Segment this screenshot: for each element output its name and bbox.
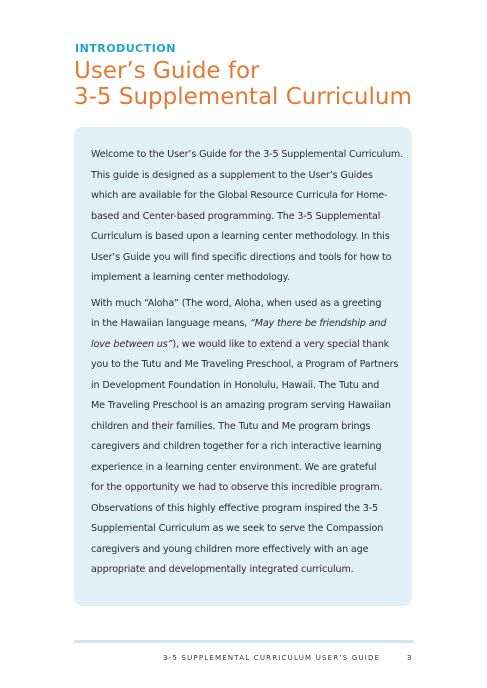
page-title-line-2: 3-5 Supplemental Curriculum: [74, 84, 412, 110]
text-line: Me Traveling Preschool is an amazing program serving Hawaiian: [91, 400, 391, 411]
text-line: you to the Tutu and Me Traveling Preschool, a Program of Partners: [91, 359, 399, 370]
text-run: ), we would like to extend a very special thank: [172, 338, 390, 350]
section-eyebrow: INTRODUCTION: [75, 42, 176, 55]
text-line: With much “Aloha” (The word, Aloha, when used as a greeting: [91, 297, 382, 309]
text-line: for the opportunity we had to observe this incredible program.: [91, 482, 383, 493]
text-line: This guide is designed as a supplement to the User’s Guides: [91, 169, 373, 181]
text-line: Supplemental Curriculum as we seek to serve the Compassion: [91, 523, 384, 534]
page-title-line-1: User’s Guide for: [74, 58, 260, 84]
text-line: [91, 335, 402, 356]
aloha-meaning-italic: love between us”: [91, 338, 173, 350]
page-number: 3: [407, 654, 412, 662]
text-line: implement a learning center methodology.: [91, 272, 290, 283]
aloha-meaning-italic: “May there be friendship and: [249, 318, 387, 329]
text-line: Observations of this highly effective program inspired the 3-5: [91, 502, 378, 514]
footer-running-title: 3-5 SUPPLEMENTAL CURRICULUM USER’S GUIDE: [163, 654, 381, 662]
text-line: experience in a learning center environment. We are grateful: [91, 461, 377, 473]
text-line: caregivers and young children more effectively with an age: [91, 543, 369, 555]
text-line: appropriate and developmentally integrated curriculum.: [91, 564, 354, 575]
text-line: [91, 314, 402, 335]
intro-paragraph-1: [91, 145, 402, 289]
text-line: which are available for the Global Resource Curricula for Home-: [91, 190, 388, 201]
intro-panel: [74, 127, 412, 606]
text-line: children and their families. The Tutu and Me program brings: [91, 420, 371, 432]
text-line: based and Center-based programming. The 3-5 Supplemental: [91, 210, 381, 222]
intro-paragraph-2: [91, 294, 402, 581]
text-line: in Development Foundation in Honolulu, Hawaii. The Tutu and: [91, 379, 380, 391]
footer-divider: [74, 640, 414, 643]
text-line: Welcome to the User’s Guide for the 3-5 Supplemental Curriculum.: [91, 149, 404, 160]
text-run: in the Hawaiian language means,: [91, 318, 250, 329]
text-line: Curriculum is based upon a learning center methodology. In this: [91, 231, 390, 242]
page-title: [74, 58, 412, 110]
text-line: User’s Guide you will find specific directions and tools for how to: [91, 251, 392, 263]
text-line: caregivers and children together for a rich interactive learning: [91, 441, 382, 452]
